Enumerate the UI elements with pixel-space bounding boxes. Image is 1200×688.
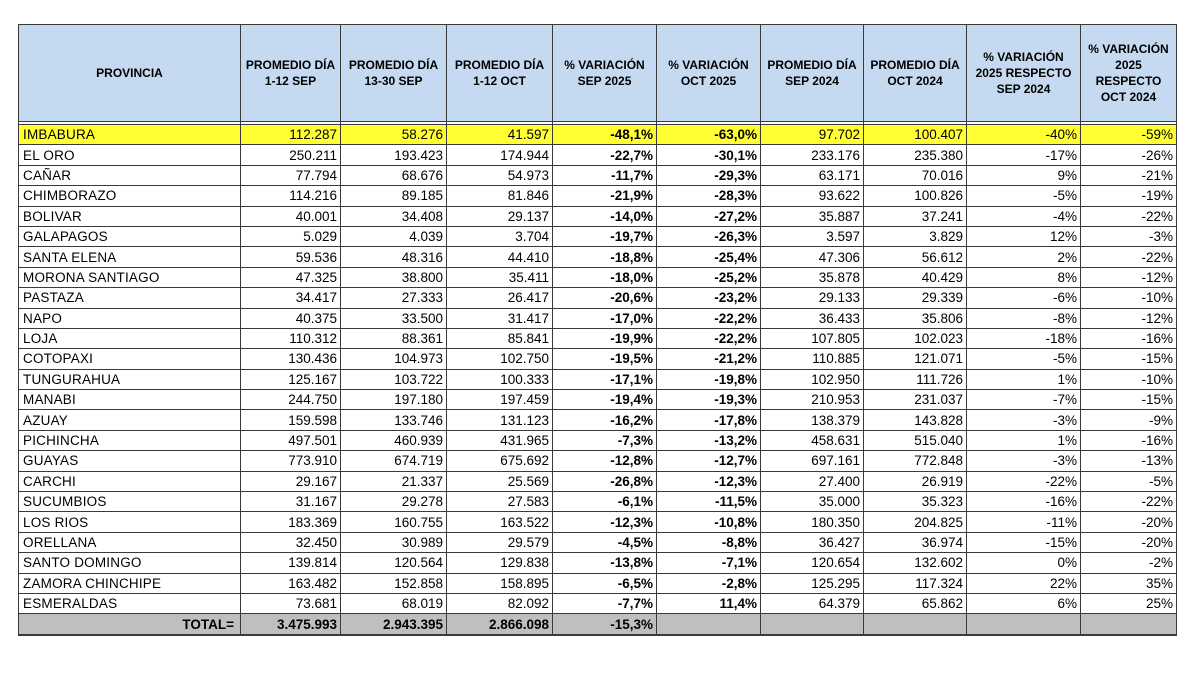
value-cell: 163.522 [447, 512, 553, 532]
value-cell: 31.167 [241, 492, 341, 512]
value-cell: 197.459 [447, 390, 553, 410]
value-cell: -3% [967, 451, 1081, 471]
value-cell: -63,0% [657, 125, 761, 145]
value-cell: 143.828 [864, 410, 967, 430]
value-cell: -28,3% [657, 186, 761, 206]
value-cell: 40.001 [241, 206, 341, 226]
value-cell: 180.350 [761, 512, 864, 532]
province-name-cell: GUAYAS [19, 451, 241, 471]
total-value-cell [1081, 614, 1177, 635]
value-cell: -22% [1081, 492, 1177, 512]
table-row [19, 532, 1177, 552]
value-cell: 1% [967, 369, 1081, 389]
table-row [19, 349, 1177, 369]
value-cell: -18,0% [553, 267, 657, 287]
value-cell: 121.071 [864, 349, 967, 369]
value-cell: 29.137 [447, 206, 553, 226]
value-cell: 35.887 [761, 206, 864, 226]
value-cell: -16% [1081, 430, 1177, 450]
province-name-cell: PICHINCHA [19, 430, 241, 450]
province-name-cell: LOS RIOS [19, 512, 241, 532]
value-cell: 35% [1081, 573, 1177, 593]
value-cell: -4,5% [553, 532, 657, 552]
value-cell: 47.325 [241, 267, 341, 287]
value-cell: -16% [1081, 328, 1177, 348]
value-cell: -8,8% [657, 532, 761, 552]
total-value-cell: 2.866.098 [447, 614, 553, 635]
value-cell: -17,0% [553, 308, 657, 328]
total-label: TOTAL= [19, 614, 241, 635]
value-cell: 6% [967, 593, 1081, 613]
header-cell-var-oct-2025: % VARIACIÓN OCT 2025 [657, 25, 761, 122]
value-cell: -17,1% [553, 369, 657, 389]
value-cell: 54.973 [447, 165, 553, 185]
value-cell: -15% [1081, 349, 1177, 369]
value-cell: -22,2% [657, 308, 761, 328]
value-cell: 29.167 [241, 471, 341, 491]
province-name-cell: MORONA SANTIAGO [19, 267, 241, 287]
value-cell: 38.800 [341, 267, 447, 287]
value-cell: 29.579 [447, 532, 553, 552]
value-cell: 21.337 [341, 471, 447, 491]
table-row [19, 186, 1177, 206]
value-cell: 100.407 [864, 125, 967, 145]
table-row [19, 125, 1177, 145]
header-cell-avg-sep-13-30: PROMEDIO DÍA 13-30 SEP [341, 25, 447, 122]
value-cell: 68.019 [341, 593, 447, 613]
value-cell: 12% [967, 226, 1081, 246]
value-cell: -18,8% [553, 247, 657, 267]
value-cell: -2% [1081, 553, 1177, 573]
province-name-cell: CARCHI [19, 471, 241, 491]
value-cell: 29.133 [761, 288, 864, 308]
value-cell: 58.276 [341, 125, 447, 145]
value-cell: 129.838 [447, 553, 553, 573]
table-row [19, 308, 1177, 328]
table-row [19, 553, 1177, 573]
value-cell: 47.306 [761, 247, 864, 267]
value-cell: 40.375 [241, 308, 341, 328]
header-cell-avg-oct-2024: PROMEDIO DÍA OCT 2024 [864, 25, 967, 122]
value-cell: -5% [967, 349, 1081, 369]
value-cell: 130.436 [241, 349, 341, 369]
table-row [19, 328, 1177, 348]
value-cell: -11% [967, 512, 1081, 532]
value-cell: -29,3% [657, 165, 761, 185]
value-cell: 458.631 [761, 430, 864, 450]
value-cell: 36.427 [761, 532, 864, 552]
value-cell: 3.704 [447, 226, 553, 246]
value-cell: 117.324 [864, 573, 967, 593]
value-cell: -7,7% [553, 593, 657, 613]
value-cell: 158.895 [447, 573, 553, 593]
value-cell: 77.794 [241, 165, 341, 185]
province-name-cell: BOLIVAR [19, 206, 241, 226]
value-cell: -15% [967, 532, 1081, 552]
value-cell: -18% [967, 328, 1081, 348]
value-cell: 44.410 [447, 247, 553, 267]
province-table-sheet [18, 24, 1176, 636]
value-cell: -16,2% [553, 410, 657, 430]
value-cell: 3.829 [864, 226, 967, 246]
value-cell: 27.583 [447, 492, 553, 512]
value-cell: -12,7% [657, 451, 761, 471]
table-row [19, 247, 1177, 267]
value-cell: 73.681 [241, 593, 341, 613]
value-cell: 174.944 [447, 145, 553, 165]
table-row [19, 390, 1177, 410]
value-cell: 36.433 [761, 308, 864, 328]
value-cell: -48,1% [553, 125, 657, 145]
value-cell: 111.726 [864, 369, 967, 389]
value-cell: 110.312 [241, 328, 341, 348]
value-cell: -25,4% [657, 247, 761, 267]
value-cell: -3% [967, 410, 1081, 430]
table-row [19, 410, 1177, 430]
value-cell: 34.408 [341, 206, 447, 226]
value-cell: 133.746 [341, 410, 447, 430]
value-cell: 460.939 [341, 430, 447, 450]
value-cell: 104.973 [341, 349, 447, 369]
value-cell: 25.569 [447, 471, 553, 491]
value-cell: -26,8% [553, 471, 657, 491]
value-cell: -11,5% [657, 492, 761, 512]
value-cell: 3.597 [761, 226, 864, 246]
value-cell: -2,8% [657, 573, 761, 593]
total-value-cell: 3.475.993 [241, 614, 341, 635]
table-row [19, 226, 1177, 246]
province-name-cell: ORELLANA [19, 532, 241, 552]
value-cell: 210.953 [761, 390, 864, 410]
province-name-cell: SANTO DOMINGO [19, 553, 241, 573]
value-cell: -12,8% [553, 451, 657, 471]
value-cell: -20% [1081, 512, 1177, 532]
value-cell: 114.216 [241, 186, 341, 206]
value-cell: 30.989 [341, 532, 447, 552]
header-cell-avg-oct-1-12: PROMEDIO DÍA 1-12 OCT [447, 25, 553, 122]
value-cell: 160.755 [341, 512, 447, 532]
value-cell: -19,3% [657, 390, 761, 410]
province-name-cell: PASTAZA [19, 288, 241, 308]
value-cell: 675.692 [447, 451, 553, 471]
value-cell: 235.380 [864, 145, 967, 165]
value-cell: 40.429 [864, 267, 967, 287]
value-cell: 97.702 [761, 125, 864, 145]
value-cell: 36.974 [864, 532, 967, 552]
value-cell: -6,1% [553, 492, 657, 512]
table-row [19, 369, 1177, 389]
value-cell: 102.950 [761, 369, 864, 389]
value-cell: -26% [1081, 145, 1177, 165]
value-cell: 204.825 [864, 512, 967, 532]
value-cell: 35.411 [447, 267, 553, 287]
value-cell: 35.806 [864, 308, 967, 328]
value-cell: 26.417 [447, 288, 553, 308]
province-name-cell: SUCUMBIOS [19, 492, 241, 512]
value-cell: 131.123 [447, 410, 553, 430]
total-value-cell [967, 614, 1081, 635]
value-cell: 27.333 [341, 288, 447, 308]
value-cell: 4.039 [341, 226, 447, 246]
province-name-cell: ZAMORA CHINCHIPE [19, 573, 241, 593]
value-cell: 120.564 [341, 553, 447, 573]
total-value-cell [761, 614, 864, 635]
province-name-cell: CAÑAR [19, 165, 241, 185]
value-cell: -25,2% [657, 267, 761, 287]
value-cell: -22% [1081, 206, 1177, 226]
value-cell: -22,7% [553, 145, 657, 165]
value-cell: 103.722 [341, 369, 447, 389]
value-cell: -19,4% [553, 390, 657, 410]
value-cell: 35.323 [864, 492, 967, 512]
value-cell: 250.211 [241, 145, 341, 165]
value-cell: 27.400 [761, 471, 864, 491]
table-row [19, 471, 1177, 491]
value-cell: 152.858 [341, 573, 447, 593]
value-cell: 88.361 [341, 328, 447, 348]
province-name-cell: MANABI [19, 390, 241, 410]
value-cell: 102.023 [864, 328, 967, 348]
value-cell: -7% [967, 390, 1081, 410]
header-cell-provincia: PROVINCIA [19, 25, 241, 122]
value-cell: -40% [967, 125, 1081, 145]
value-cell: 431.965 [447, 430, 553, 450]
value-cell: -12% [1081, 267, 1177, 287]
value-cell: -21,9% [553, 186, 657, 206]
province-variation-table [18, 24, 1177, 636]
province-name-cell: NAPO [19, 308, 241, 328]
value-cell: 231.037 [864, 390, 967, 410]
value-cell: -5% [1081, 471, 1177, 491]
value-cell: 31.417 [447, 308, 553, 328]
value-cell: 65.862 [864, 593, 967, 613]
value-cell: 159.598 [241, 410, 341, 430]
total-value-cell: -15,3% [553, 614, 657, 635]
value-cell: 29.339 [864, 288, 967, 308]
value-cell: 772.848 [864, 451, 967, 471]
value-cell: -11,7% [553, 165, 657, 185]
value-cell: -16% [967, 492, 1081, 512]
value-cell: -59% [1081, 125, 1177, 145]
value-cell: -10% [1081, 288, 1177, 308]
value-cell: 100.333 [447, 369, 553, 389]
value-cell: 183.369 [241, 512, 341, 532]
table-row [19, 206, 1177, 226]
province-name-cell: LOJA [19, 328, 241, 348]
value-cell: 110.885 [761, 349, 864, 369]
value-cell: 48.316 [341, 247, 447, 267]
value-cell: 68.676 [341, 165, 447, 185]
value-cell: 37.241 [864, 206, 967, 226]
value-cell: 497.501 [241, 430, 341, 450]
value-cell: -10,8% [657, 512, 761, 532]
value-cell: 63.171 [761, 165, 864, 185]
value-cell: 11,4% [657, 593, 761, 613]
value-cell: 29.278 [341, 492, 447, 512]
value-cell: -19,9% [553, 328, 657, 348]
value-cell: 125.167 [241, 369, 341, 389]
province-name-cell: AZUAY [19, 410, 241, 430]
header-cell-avg-sep-1-12: PROMEDIO DÍA 1-12 SEP [241, 25, 341, 122]
value-cell: -19,7% [553, 226, 657, 246]
value-cell: -15% [1081, 390, 1177, 410]
value-cell: 8% [967, 267, 1081, 287]
province-name-cell: SANTA ELENA [19, 247, 241, 267]
value-cell: -19,8% [657, 369, 761, 389]
value-cell: 233.176 [761, 145, 864, 165]
value-cell: -27,2% [657, 206, 761, 226]
value-cell: -7,3% [553, 430, 657, 450]
table-row [19, 573, 1177, 593]
value-cell: 9% [967, 165, 1081, 185]
value-cell: -23,2% [657, 288, 761, 308]
value-cell: 56.612 [864, 247, 967, 267]
value-cell: 197.180 [341, 390, 447, 410]
value-cell: 93.622 [761, 186, 864, 206]
value-cell: -6,5% [553, 573, 657, 593]
value-cell: 35.000 [761, 492, 864, 512]
value-cell: -21,2% [657, 349, 761, 369]
value-cell: -12,3% [553, 512, 657, 532]
table-row [19, 430, 1177, 450]
value-cell: 70.016 [864, 165, 967, 185]
value-cell: 59.536 [241, 247, 341, 267]
value-cell: 163.482 [241, 573, 341, 593]
value-cell: -12% [1081, 308, 1177, 328]
value-cell: -26,3% [657, 226, 761, 246]
value-cell: 0% [967, 553, 1081, 573]
value-cell: -19,5% [553, 349, 657, 369]
value-cell: 193.423 [341, 145, 447, 165]
value-cell: -13% [1081, 451, 1177, 471]
value-cell: 107.805 [761, 328, 864, 348]
value-cell: 22% [967, 573, 1081, 593]
value-cell: 41.597 [447, 125, 553, 145]
value-cell: -13,2% [657, 430, 761, 450]
value-cell: -20,6% [553, 288, 657, 308]
value-cell: 32.450 [241, 532, 341, 552]
value-cell: 82.092 [447, 593, 553, 613]
value-cell: -4% [967, 206, 1081, 226]
value-cell: 26.919 [864, 471, 967, 491]
header-row [19, 25, 1177, 122]
value-cell: -14,0% [553, 206, 657, 226]
value-cell: -19% [1081, 186, 1177, 206]
total-row [19, 614, 1177, 635]
header-cell-var-vs-sep-2024: % VARIACIÓN 2025 RESPECTO SEP 2024 [967, 25, 1081, 122]
province-name-cell: GALAPAGOS [19, 226, 241, 246]
province-name-cell: CHIMBORAZO [19, 186, 241, 206]
value-cell: -5% [967, 186, 1081, 206]
value-cell: 81.846 [447, 186, 553, 206]
value-cell: 89.185 [341, 186, 447, 206]
value-cell: -10% [1081, 369, 1177, 389]
table-row [19, 451, 1177, 471]
value-cell: -22% [1081, 247, 1177, 267]
value-cell: 244.750 [241, 390, 341, 410]
value-cell: -9% [1081, 410, 1177, 430]
value-cell: -12,3% [657, 471, 761, 491]
value-cell: -13,8% [553, 553, 657, 573]
value-cell: 138.379 [761, 410, 864, 430]
province-name-cell: COTOPAXI [19, 349, 241, 369]
value-cell: -17,8% [657, 410, 761, 430]
value-cell: -20% [1081, 532, 1177, 552]
table-row [19, 165, 1177, 185]
value-cell: 2% [967, 247, 1081, 267]
value-cell: -21% [1081, 165, 1177, 185]
total-value-cell: 2.943.395 [341, 614, 447, 635]
header-cell-var-vs-oct-2024: % VARIACIÓN 2025 RESPECTO OCT 2024 [1081, 25, 1177, 122]
value-cell: 25% [1081, 593, 1177, 613]
table-row [19, 593, 1177, 613]
value-cell: 773.910 [241, 451, 341, 471]
header-cell-var-sep-2025: % VARIACIÓN SEP 2025 [553, 25, 657, 122]
header-cell-avg-sep-2024: PROMEDIO DÍA SEP 2024 [761, 25, 864, 122]
value-cell: 34.417 [241, 288, 341, 308]
value-cell: -8% [967, 308, 1081, 328]
value-cell: -17% [967, 145, 1081, 165]
value-cell: 515.040 [864, 430, 967, 450]
value-cell: 102.750 [447, 349, 553, 369]
value-cell: -30,1% [657, 145, 761, 165]
value-cell: 1% [967, 430, 1081, 450]
value-cell: 5.029 [241, 226, 341, 246]
province-name-cell: TUNGURAHUA [19, 369, 241, 389]
province-name-cell: IMBABURA [19, 125, 241, 145]
province-name-cell: ESMERALDAS [19, 593, 241, 613]
value-cell: 120.654 [761, 553, 864, 573]
value-cell: -22% [967, 471, 1081, 491]
table-row [19, 288, 1177, 308]
table-row [19, 492, 1177, 512]
value-cell: 697.161 [761, 451, 864, 471]
table-body [19, 122, 1177, 635]
value-cell: 125.295 [761, 573, 864, 593]
total-value-cell [864, 614, 967, 635]
value-cell: 33.500 [341, 308, 447, 328]
value-cell: 674.719 [341, 451, 447, 471]
value-cell: 35.878 [761, 267, 864, 287]
value-cell: -3% [1081, 226, 1177, 246]
table-row [19, 512, 1177, 532]
value-cell: 100.826 [864, 186, 967, 206]
value-cell: -22,2% [657, 328, 761, 348]
total-value-cell [657, 614, 761, 635]
value-cell: 85.841 [447, 328, 553, 348]
value-cell: 132.602 [864, 553, 967, 573]
province-name-cell: EL ORO [19, 145, 241, 165]
value-cell: 64.379 [761, 593, 864, 613]
value-cell: -6% [967, 288, 1081, 308]
table-row [19, 145, 1177, 165]
value-cell: -7,1% [657, 553, 761, 573]
value-cell: 139.814 [241, 553, 341, 573]
table-row [19, 267, 1177, 287]
value-cell: 112.287 [241, 125, 341, 145]
